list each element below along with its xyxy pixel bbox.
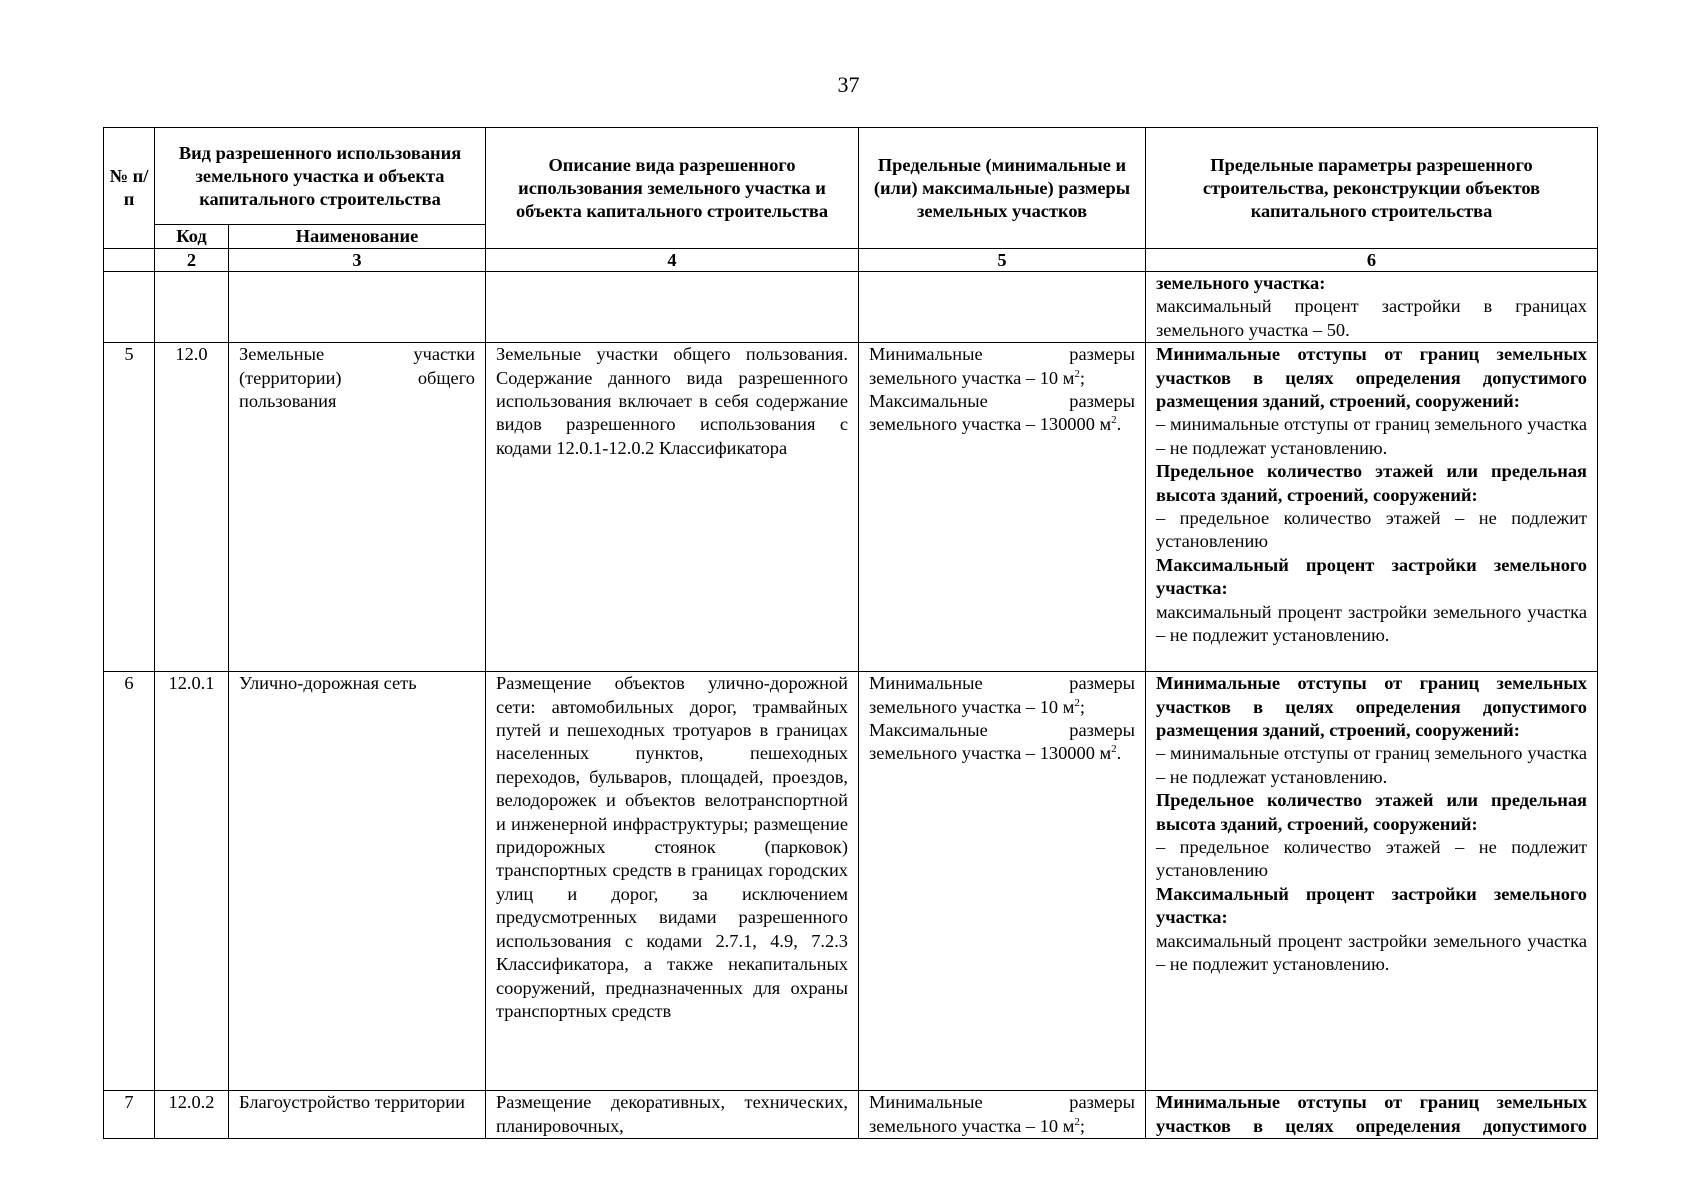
row-description: Земельные участки общего пользования. Содержание данного вида разрешенного использования включает в себя содержание видов разрешенного использования с кодами 12.0.1-12.0.2 Классификатора (486, 343, 859, 672)
params-heading: Предельное количество этажей или предельная высота зданий, строений, сооружений: (1156, 790, 1587, 834)
header-kod: Код (155, 225, 229, 249)
continuation-text: максимальный процент застройки в границах земельного участка – 50. (1156, 296, 1587, 340)
size-max: Максимальные размеры земельного участка – 130000 $м^2$. (869, 391, 1135, 435)
row-no: 5 (104, 343, 155, 672)
row-sizes (859, 672, 1146, 1091)
row-params (1146, 343, 1598, 672)
params-text: – минимальные отступы от границ земельного участка – не подлежат установлению. (1156, 414, 1587, 458)
params-text: максимальный процент застройки земельного участка – не подлежит установлению. (1156, 930, 1587, 975)
header-parametry: Предельные параметры разрешенного строительства, реконструкции объектов капитального строительства (1146, 128, 1598, 249)
params-heading: Максимальный процент застройки земельного участка: (1156, 883, 1587, 928)
row-params (1146, 672, 1598, 1091)
row-name: Улично-дорожная сеть (229, 672, 486, 1091)
params-heading: Минимальные отступы от границ земельных участков в целях определения допустимого (1156, 1092, 1587, 1136)
row-code: 12.0.2 (155, 1091, 229, 1139)
table-row (104, 1091, 1598, 1139)
zoning-table (103, 127, 1598, 1139)
table-header-row (104, 128, 1598, 225)
size-max: Максимальные размеры земельного участка – 130000 $м^2$. (869, 720, 1135, 764)
row-params (1146, 1091, 1598, 1139)
column-number: 2 (155, 249, 229, 272)
table-row-continuation (104, 272, 1598, 343)
column-number: 4 (486, 249, 859, 272)
column-number: 5 (859, 249, 1146, 272)
row-code: 12.0 (155, 343, 229, 672)
params-heading: Максимальный процент застройки земельного участка: (1156, 554, 1587, 599)
column-number-blank (104, 249, 155, 272)
continuation-cell (1146, 272, 1598, 343)
row-no: 6 (104, 672, 155, 1091)
table-row (104, 672, 1598, 1091)
params-text: – минимальные отступы от границ земельного участка – не подлежат установлению. (1156, 743, 1587, 787)
page-number: 37 (837, 72, 860, 97)
row-name: Земельные участки (территории) общего пользования (229, 343, 486, 672)
header-opisanie: Описание вида разрешенного использования земельного участка и объекта капитального строительства (486, 128, 859, 249)
row-no: 7 (104, 1091, 155, 1139)
size-min: Минимальные размеры земельного участка – 10 $м^2$; (869, 344, 1135, 388)
column-number: 6 (1146, 249, 1598, 272)
row-sizes (859, 343, 1146, 672)
header-naim: Наименование (229, 225, 486, 249)
params-heading: Минимальные отступы от границ земельных участков в целях определения допустимого размещения зданий, строений, сооружений: (1156, 673, 1587, 741)
row-sizes (859, 1091, 1146, 1139)
header-vid: Вид разрешенного использования земельного участка и объекта капитального строительства (155, 128, 486, 225)
params-text: – предельное количество этажей – не подлежит установлению (1156, 508, 1587, 552)
size-min: Минимальные размеры земельного участка – 10 $м^2$; (869, 673, 1135, 717)
row-description: Размещение декоративных, технических, планировочных, (486, 1091, 859, 1139)
size-min: Минимальные размеры земельного участка – 10 $м^2$; (869, 1092, 1135, 1136)
table-row (104, 343, 1598, 672)
params-text: максимальный процент застройки земельного участка – не подлежит установлению. (1156, 601, 1587, 646)
header-no: № п/п (104, 128, 155, 249)
params-heading: Предельное количество этажей или предельная высота зданий, строений, сооружений: (1156, 461, 1587, 505)
continuation-heading: земельного участка: (1156, 273, 1326, 293)
column-number: 3 (229, 249, 486, 272)
params-heading: Минимальные отступы от границ земельных участков в целях определения допустимого размещения зданий, строений, сооружений: (1156, 344, 1587, 412)
row-description: Размещение объектов улично-дорожной сети: автомобильных дорог, трамвайных путей и пешеходных тротуаров в границах населенных пунктов, пешеходных переходов, бульваров, площадей, проездов, велодорожек и объектов велотранспортной и инженерной инфраструктуры; размещение придорожных стоянок (парковок) транспортных средств в границах городских улиц и дорог, за исключением предусмотренных видами разрешенного использования с кодами 2.7.1, 4.9, 7.2.3 Классификатора, а также некапитальных сооружений, предназначенных для охраны транспортных средств (486, 672, 859, 1091)
row-code: 12.0.1 (155, 672, 229, 1091)
column-number-row (104, 249, 1598, 272)
header-razmery: Предельные (минимальные и (или) максимальные) размеры земельных участков (859, 128, 1146, 249)
params-text: – предельное количество этажей – не подлежит установлению (1156, 837, 1587, 881)
row-name: Благоустройство территории (229, 1091, 486, 1139)
